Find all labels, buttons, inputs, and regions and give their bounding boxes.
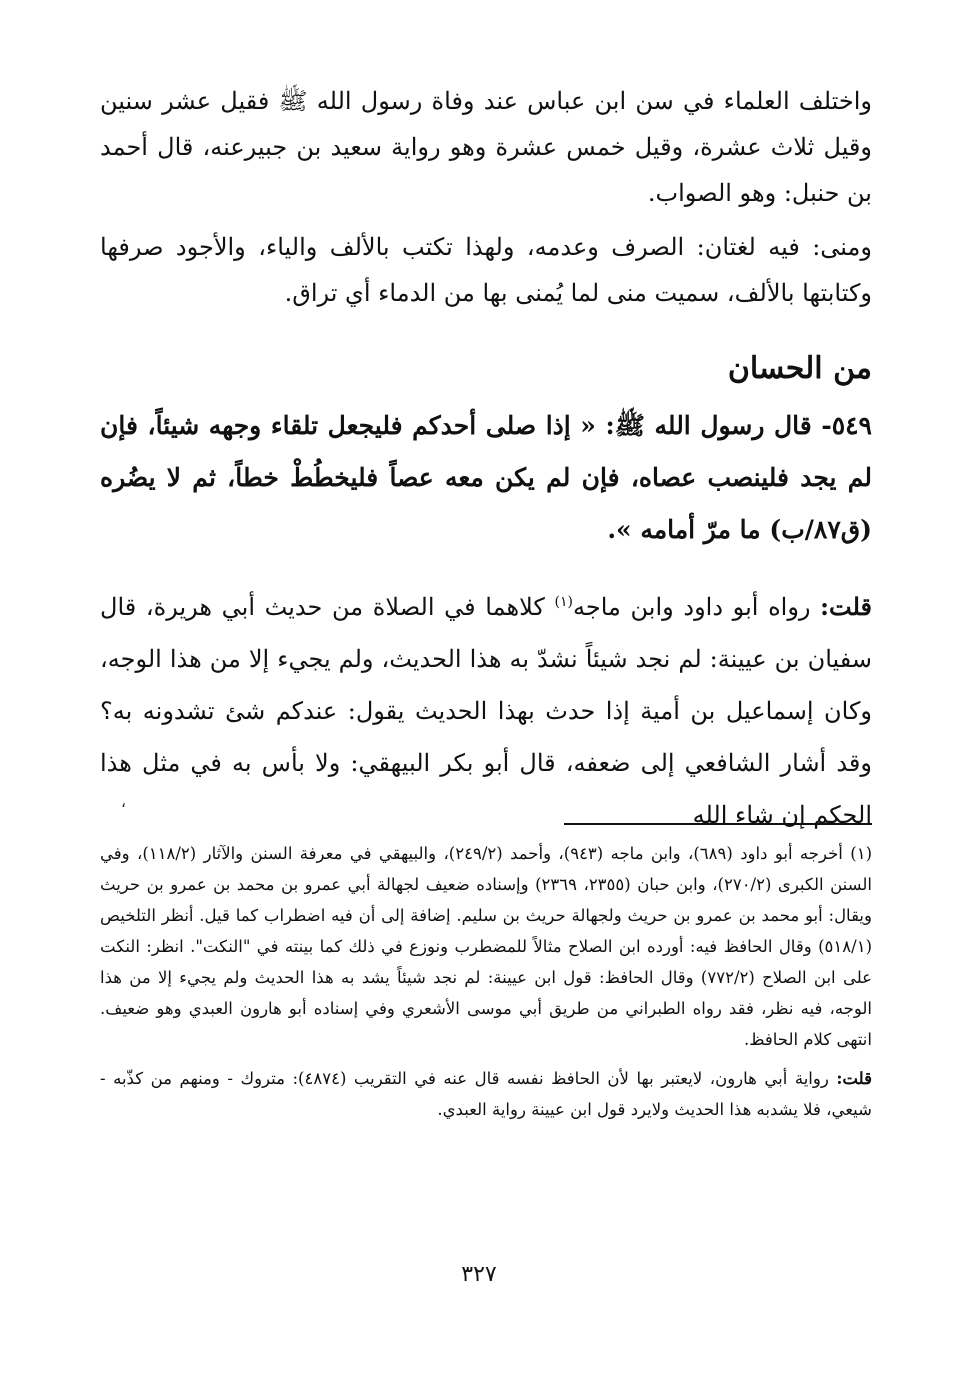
commentary-text-rest: كلاهما في الصلاة من حديث أبي هريرة، قال سفيان بن عيينة: لم نجد شيئاً نشدّ به هذا الحديث، ولم يجيء إلا من هذا الوجه، وكان إسماعيل بن أمية إذا حدث بهذا الحديث يقول: عندكم شئ تشدونه به؟ وقد أشار الشافعي إلى ضعفه، قال أبو بكر البيهقي: ولا بأس به في مثل هذا الحكم إن شاء الله xyxy=(100,593,872,829)
page-number: ٣٢٧ xyxy=(461,1262,497,1287)
stray-mark: ، xyxy=(120,792,126,811)
section-heading: من الحسان xyxy=(727,351,872,386)
footnote-separator xyxy=(564,823,872,825)
commentary-paragraph xyxy=(100,581,872,841)
footnote-remark-text: رواية أبي هارون، لايعتبر بها لأن الحافظ نفسه قال عنه في التقريب (٤٨٧٤): متروك - ومنهم من كذّبه - شيعي، فلا يشدبه هذا الحديث ولايرد قول ابن عيينة رواية العبدي. xyxy=(100,1069,872,1119)
footnote-1: (١) أخرجه أبو داود (٦٨٩)، وابن ماجه (٩٤٣)، وأحمد (٢٤٩/٢)، والبيهقي في معرفة السنن والآثار (١١٨/٢)، وفي السنن الكبرى (٢٧٠/٢)، وابن حبان (٢٣٥٥، ٢٣٦٩) وإسناده ضعيف لجهالة أبي عمرو بن محمد بن عمرو بن حريث ويقال: أبو محمد بن عمرو بن حريث ولجهالة حريث بن سليم. إضافة إلى أن فيه اضطراب كما قيل. أنظر التلخيص (٥١٨/١) وقال الحافظ فيه: أورده ابن الصلاح مثالاً للمضطرب ونوزع في ذلك كما بينته في "النكت". انظر: النكت على ابن الصلاح (٧٧٢/٢) وقال الحافظ: قول ابن عيينة: لم نجد شيئاً يشد به هذا الحديث ولم يجيء إلا من هذا الوجه، فيه نظر، فقد رواه الطبراني من طريق أبي موسى الأشعري وفي إسناده أبو هارون العبدي وهو ضعيف. انتهى كلام الحافظ. xyxy=(100,844,873,1049)
footnote-remark xyxy=(100,1063,872,1125)
hadith-text: ٥٤٩- قال رسول الله ﷺ: « إذا صلى أحدكم فليجعل تلقاء وجهه شيئاً، فإن لم يجد فلينصب عصاه، فإن لم يكن معه عصاً فليخطُطْ خطاً، ثم لا يضُره (ق٨٧/ب) ما مرّ أمامه ». xyxy=(100,411,872,544)
main-text xyxy=(100,78,872,865)
commentary-text-start: رواه أبو داود وابن ماجه xyxy=(573,593,821,621)
commentary-label: قلت: xyxy=(820,592,872,621)
footnotes xyxy=(100,838,872,1125)
footnote-remark-label: قلت: xyxy=(836,1069,872,1088)
body-paragraph-1: واختلف العلماء في سن ابن عباس عند وفاة رسول الله ﷺ فقيل عشر سنين وقيل ثلاث عشرة، وقيل خمس عشرة وهو رواية سعيد بن جبيرعنه، قال أحمد بن حنبل: وهو الصواب. xyxy=(100,87,873,207)
footnote-reference: (١) xyxy=(554,594,573,610)
body-paragraph-2: ومنى: فيه لغتان: الصرف وعدمه، ولهذا تكتب بالألف والياء، والأجود صرفها وكتابتها بالألف، سميت منى لما يُمنى بها من الدماء أي تراق. xyxy=(100,233,872,307)
